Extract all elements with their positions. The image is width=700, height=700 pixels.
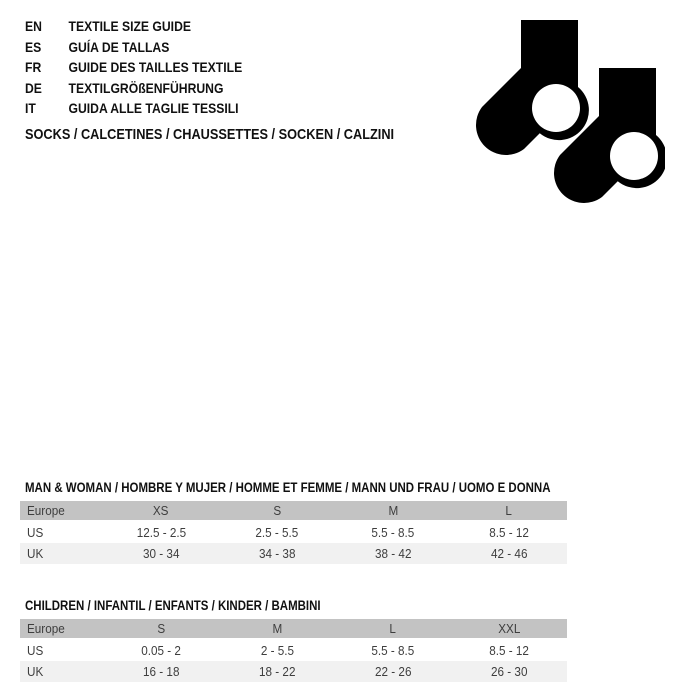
column-header-region: Europe: [27, 621, 65, 636]
size-value: 2 - 5.5: [260, 643, 294, 658]
size-table-children: [20, 619, 567, 682]
language-row-it: [25, 98, 242, 119]
row-label: UK: [27, 546, 44, 561]
column-header-size: XS: [153, 503, 169, 518]
section-title-man-woman: MAN & WOMAN / HOMBRE Y MUJER / HOMME ET FEMME / MANN UND FRAU / UOMO E DONNA: [25, 480, 551, 495]
size-value: 5.5 - 8.5: [371, 643, 415, 658]
column-header-region: Europe: [27, 503, 65, 518]
size-value: 8.5 - 12: [489, 643, 529, 658]
section-man-woman: [20, 481, 567, 564]
size-value: 38 - 42: [374, 546, 412, 561]
column-header-size: S: [157, 621, 165, 636]
size-value: 2.5 - 5.5: [255, 525, 299, 540]
size-value: 0.05 - 2: [141, 643, 181, 658]
socks-icon: [450, 15, 665, 215]
column-header-size: L: [389, 621, 397, 636]
size-value: 26 - 30: [490, 664, 528, 679]
language-code: DE: [25, 79, 42, 96]
language-code: ES: [25, 38, 42, 55]
row-label: UK: [27, 664, 44, 679]
table-row-us: [20, 640, 567, 661]
table-header-row: [20, 501, 567, 520]
language-list: [25, 16, 275, 119]
language-label: TEXTILGRÖßENFÜHRUNG: [68, 79, 224, 96]
column-header-size: L: [505, 503, 513, 518]
size-value: 18 - 22: [258, 664, 296, 679]
column-header-size: S: [273, 503, 281, 518]
language-code: EN: [25, 18, 42, 34]
column-header-size: M: [272, 621, 282, 636]
table-row-uk: [20, 543, 567, 564]
size-value: 8.5 - 12: [489, 525, 529, 540]
size-value: 16 - 18: [142, 664, 180, 679]
size-value: 42 - 46: [490, 546, 528, 561]
table-header-row: [20, 619, 567, 638]
table-row-uk: [20, 661, 567, 682]
row-label: US: [27, 525, 44, 540]
size-value: 22 - 26: [374, 664, 412, 679]
row-label: US: [27, 643, 44, 658]
language-row-es: [25, 37, 242, 58]
size-value: 34 - 38: [258, 546, 296, 561]
language-code: IT: [25, 100, 36, 116]
section-children: [20, 599, 567, 682]
language-label: GUÍA DE TALLAS: [68, 38, 170, 55]
language-row-en: [25, 16, 242, 37]
size-table-man-woman: [20, 501, 567, 564]
column-header-size: XXL: [497, 621, 521, 636]
size-value: 5.5 - 8.5: [371, 525, 415, 540]
column-header-size: M: [388, 503, 398, 518]
section-title-children: CHILDREN / INFANTIL / ENFANTS / KINDER / BAMBINI: [25, 598, 321, 613]
language-label: GUIDA ALLE TAGLIE TESSILI: [68, 100, 239, 116]
language-label: GUIDE DES TAILLES TEXTILE: [68, 59, 243, 75]
category-title: SOCKS / CALCETINES / CHAUSSETTES / SOCKEN / CALZINI: [25, 126, 395, 143]
language-row-de: [25, 78, 242, 99]
language-row-fr: [25, 57, 242, 78]
language-code: FR: [25, 59, 42, 75]
table-row-us: [20, 522, 567, 543]
size-value: 12.5 - 2.5: [136, 525, 186, 540]
size-value: 30 - 34: [142, 546, 180, 561]
sock-left: [476, 20, 589, 155]
language-label: TEXTILE SIZE GUIDE: [68, 18, 191, 34]
